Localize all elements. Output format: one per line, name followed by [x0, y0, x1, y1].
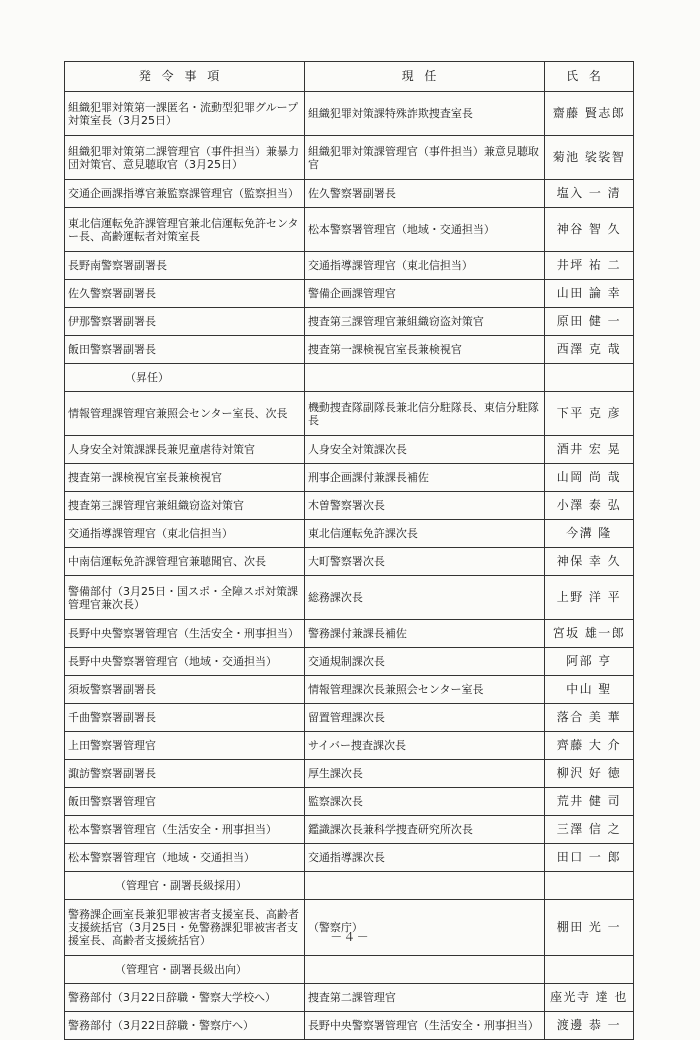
- current-post-cell: [304, 956, 544, 984]
- name-cell: 三澤 信 之: [544, 816, 633, 844]
- name-cell: 田口 一 郎: [544, 844, 633, 872]
- current-post-cell: 捜査第三課管理官兼組織窃盗対策官: [304, 308, 544, 336]
- order-cell: 松本警察署管理官（地域・交通担当）: [65, 844, 305, 872]
- section-label: （管理官・副署長級採用）: [65, 872, 305, 900]
- order-cell: 松本警察署管理官（生活安全・刑事担当）: [65, 816, 305, 844]
- order-cell: 情報管理課管理官兼照会センター室長、次長: [65, 392, 305, 436]
- personnel-table: [64, 61, 634, 1040]
- table-header-row: [65, 62, 634, 92]
- current-post-cell: 木曽警察署次長: [304, 492, 544, 520]
- name-cell: 西澤 克 哉: [544, 336, 633, 364]
- table-row: [65, 676, 634, 704]
- table-body: [65, 92, 634, 1040]
- current-post-cell: 組織犯罪対策課管理官（事件担当）兼意見聴取官: [304, 136, 544, 180]
- table-row: [65, 648, 634, 676]
- section-row: [65, 872, 634, 900]
- current-post-cell: 東北信運転免許課次長: [304, 520, 544, 548]
- table-row: [65, 464, 634, 492]
- name-cell: 今溝 隆: [544, 520, 633, 548]
- table-row: [65, 208, 634, 252]
- table-row: [65, 620, 634, 648]
- current-post-cell: 警務課付兼課長補佐: [304, 620, 544, 648]
- name-cell: 座光寺 達 也: [544, 984, 633, 1012]
- current-post-cell: 組織犯罪対策課特殊詐欺捜査室長: [304, 92, 544, 136]
- name-cell: 山岡 尚 哉: [544, 464, 633, 492]
- table-row: [65, 136, 634, 180]
- name-cell: 柳沢 好 徳: [544, 760, 633, 788]
- section-row: [65, 956, 634, 984]
- table-row: [65, 760, 634, 788]
- name-cell: 中山 聖: [544, 676, 633, 704]
- current-post-cell: [304, 872, 544, 900]
- order-cell: 飯田警察署管理官: [65, 788, 305, 816]
- table-row: [65, 704, 634, 732]
- name-cell: 上野 洋 平: [544, 576, 633, 620]
- order-cell: 組織犯罪対策第一課匿名・流動型犯罪グループ対策室長（3月25日）: [65, 92, 305, 136]
- current-post-cell: 留置管理課次長: [304, 704, 544, 732]
- order-cell: 上田警察署管理官: [65, 732, 305, 760]
- name-cell: 菊池 裟裟智: [544, 136, 633, 180]
- table-row: [65, 732, 634, 760]
- name-cell: 阿部 亨: [544, 648, 633, 676]
- order-cell: 人身安全対策課課長兼児童虐待対策官: [65, 436, 305, 464]
- table-row: [65, 336, 634, 364]
- current-post-cell: 警備企画課管理官: [304, 280, 544, 308]
- current-post-cell: 厚生課次長: [304, 760, 544, 788]
- order-cell: 佐久警察署副署長: [65, 280, 305, 308]
- order-cell: 警務課企画室長兼犯罪被害者支援室長、高齢者支援統括官（3月25日・免警務課犯罪被害者支援室長、高齢者支援統括官）: [65, 900, 305, 956]
- name-cell: 落合 美 華: [544, 704, 633, 732]
- name-cell: 渡邊 恭 一: [544, 1012, 633, 1040]
- name-cell: 宮坂 雄一郎: [544, 620, 633, 648]
- current-post-cell: 監察課次長: [304, 788, 544, 816]
- current-post-cell: 長野中央警察署管理官（生活安全・刑事担当）: [304, 1012, 544, 1040]
- name-cell: 小澤 泰 弘: [544, 492, 633, 520]
- current-post-cell: 人身安全対策課次長: [304, 436, 544, 464]
- name-cell: 山田 論 幸: [544, 280, 633, 308]
- name-cell: 荒井 健 司: [544, 788, 633, 816]
- order-cell: 捜査第一課検視官室長兼検視官: [65, 464, 305, 492]
- order-cell: 伊那警察署副署長: [65, 308, 305, 336]
- order-cell: 警備部付（3月25日・国スポ・全障スポ対策課管理官兼次長）: [65, 576, 305, 620]
- name-cell: [544, 956, 633, 984]
- name-cell: [544, 872, 633, 900]
- current-post-cell: [304, 364, 544, 392]
- table-row: [65, 576, 634, 620]
- order-cell: 東北信運転免許課管理官兼北信運転免許センター長、高齢運転者対策室長: [65, 208, 305, 252]
- current-post-cell: （警察庁）: [304, 900, 544, 956]
- table-row: [65, 520, 634, 548]
- name-cell: 棚田 光 一: [544, 900, 633, 956]
- order-cell: 交通指導課管理官（東北信担当）: [65, 520, 305, 548]
- table-row: [65, 984, 634, 1012]
- order-cell: 警務部付（3月22日辞職・警察大学校へ）: [65, 984, 305, 1012]
- current-post-cell: サイバー捜査課次長: [304, 732, 544, 760]
- table-row: [65, 92, 634, 136]
- header-order: 発令事項: [65, 62, 305, 92]
- order-cell: 長野南警察署副署長: [65, 252, 305, 280]
- current-post-cell: 鑑識課次長兼科学捜査研究所次長: [304, 816, 544, 844]
- header-current: 現任: [304, 62, 544, 92]
- order-cell: 警務部付（3月22日辞職・警察庁へ）: [65, 1012, 305, 1040]
- table-row: [65, 436, 634, 464]
- name-cell: 神谷 智 久: [544, 208, 633, 252]
- order-cell: 須坂警察署副署長: [65, 676, 305, 704]
- name-cell: 原田 健 一: [544, 308, 633, 336]
- table-row: [65, 180, 634, 208]
- name-cell: [544, 364, 633, 392]
- section-label: （昇任）: [65, 364, 305, 392]
- table-row: [65, 392, 634, 436]
- table-row: [65, 308, 634, 336]
- name-cell: 塩入 一 清: [544, 180, 633, 208]
- current-post-cell: 機動捜査隊副隊長兼北信分駐隊長、東信分駐隊長: [304, 392, 544, 436]
- current-post-cell: 交通指導課管理官（東北信担当）: [304, 252, 544, 280]
- section-label: （管理官・副署長級出向）: [65, 956, 305, 984]
- name-cell: 神保 幸 久: [544, 548, 633, 576]
- name-cell: 齊藤 大 介: [544, 732, 633, 760]
- order-cell: 捜査第三課管理官兼組織窃盗対策官: [65, 492, 305, 520]
- order-cell: 飯田警察署副署長: [65, 336, 305, 364]
- name-cell: 齋藤 賢志郎: [544, 92, 633, 136]
- order-cell: 長野中央警察署管理官（地域・交通担当）: [65, 648, 305, 676]
- header-name: 氏名: [544, 62, 633, 92]
- order-cell: 中南信運転免許課管理官兼聴聞官、次長: [65, 548, 305, 576]
- table-row: [65, 280, 634, 308]
- order-cell: 諏訪警察署副署長: [65, 760, 305, 788]
- table-row: [65, 548, 634, 576]
- table-row: [65, 492, 634, 520]
- order-cell: 交通企画課指導官兼監察課管理官（監察担当）: [65, 180, 305, 208]
- current-post-cell: 情報管理課次長兼照会センター室長: [304, 676, 544, 704]
- section-row: [65, 364, 634, 392]
- order-cell: 千曲警察署副署長: [65, 704, 305, 732]
- current-post-cell: 捜査第一課検視官室長兼検視官: [304, 336, 544, 364]
- table-row: [65, 252, 634, 280]
- current-post-cell: 刑事企画課付兼課長補佐: [304, 464, 544, 492]
- current-post-cell: 佐久警察署副署長: [304, 180, 544, 208]
- name-cell: 酒井 宏 晃: [544, 436, 633, 464]
- table-row: [65, 844, 634, 872]
- table-row: [65, 1012, 634, 1040]
- current-post-cell: 交通規制課次長: [304, 648, 544, 676]
- current-post-cell: 総務課次長: [304, 576, 544, 620]
- current-post-cell: 大町警察署次長: [304, 548, 544, 576]
- current-post-cell: 捜査第二課管理官: [304, 984, 544, 1012]
- name-cell: 井坪 祐 二: [544, 252, 633, 280]
- current-post-cell: 松本警察署管理官（地域・交通担当）: [304, 208, 544, 252]
- table-row: [65, 788, 634, 816]
- current-post-cell: 交通指導課次長: [304, 844, 544, 872]
- name-cell: 下平 克 彦: [544, 392, 633, 436]
- page-number: －４－: [330, 930, 370, 944]
- table-row: [65, 816, 634, 844]
- order-cell: 組織犯罪対策第二課管理官（事件担当）兼暴力団対策官、意見聴取官（3月25日）: [65, 136, 305, 180]
- order-cell: 長野中央警察署管理官（生活安全・刑事担当）: [65, 620, 305, 648]
